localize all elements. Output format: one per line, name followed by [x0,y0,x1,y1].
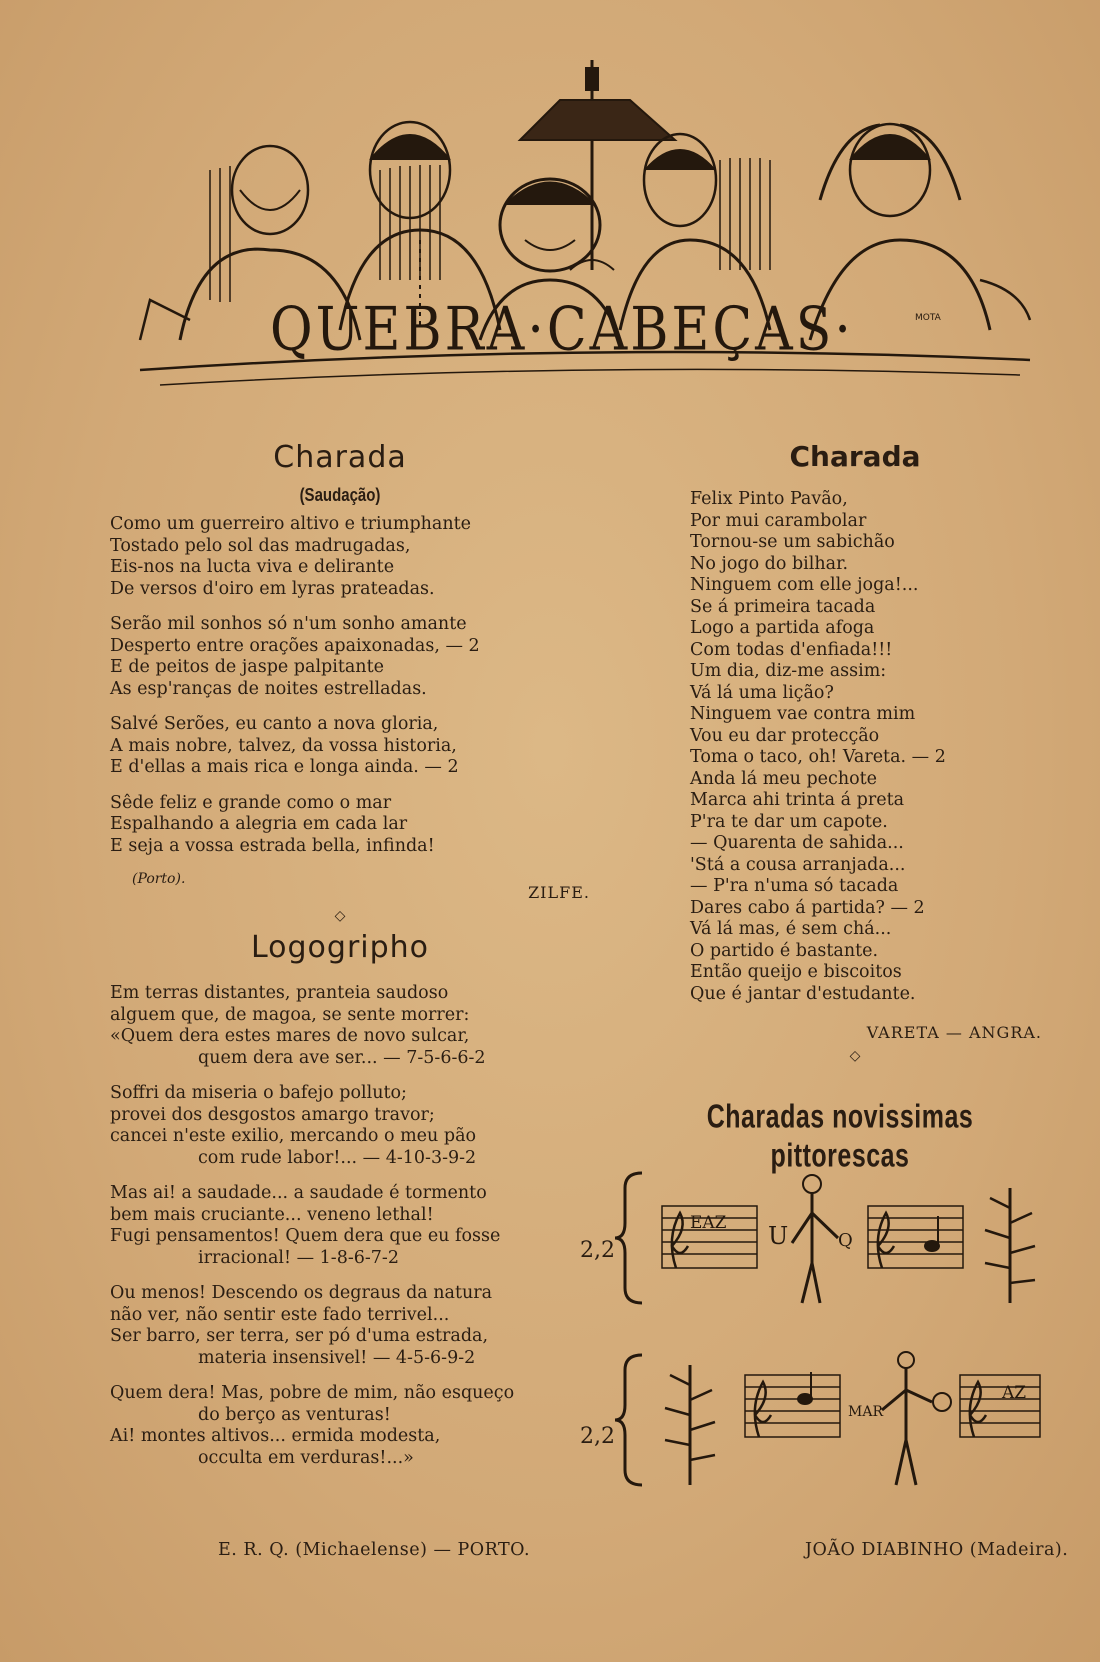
poem-line: E d'ellas a mais rica e longa ainda. — 2 [110,757,459,777]
charada2-title: Charada [789,440,921,473]
pittorescas-title: Charadas novissimas pittorescas [706,1097,974,1175]
charada-place: (Porto). [132,871,186,887]
logogripho-title: Logogripho [250,930,430,965]
poem-line: Então queijo e biscoitos [690,962,902,982]
charada-poem [110,514,570,857]
pittorescas-author: JOÃO DIABINHO (Madeira). [805,1540,1069,1560]
stanza [110,1283,570,1369]
poem-line: Anda lá meu pechote [690,768,878,789]
poem-line: Felix Pinto Pavão, [690,489,848,509]
rebus-1 [580,1168,1060,1308]
left-column [110,440,590,1483]
poem-line: Sêde feliz e grande como o mar [110,792,392,813]
poem-line: Toma o taco, oh! Vareta. — 2 [690,747,946,767]
charada2-author: VARETA — ANGRA. [866,1023,1042,1042]
poem-line: alguem que, de magoa, se sente morrer: [110,1004,470,1025]
poem-line: Ninguem com elle joga!... [690,575,919,595]
rebus-2-note-text: AZ [1002,1383,1027,1403]
stanza [110,614,570,700]
poem-line: «Quem dera estes mares de novo sulcar, [110,1026,470,1046]
charada-title: Charada [273,440,407,475]
poem-line: Por mui carambolar [690,510,867,531]
rebus-1-note-text: EAZ [690,1213,727,1233]
poem-line: Serão mil sonhos só n'um sonho amante [110,614,467,634]
poem-line: Vá lá uma lição? [690,682,834,703]
poem-line: com rude labor!... — 4-10-3-9-2 [198,1147,477,1168]
poem-line: Mas ai! a saudade... a saudade é tormento [110,1183,487,1203]
poem-line: Ninguem vae contra mim [690,704,916,724]
stanza [110,1183,570,1269]
stanza [110,1083,570,1169]
stanza [110,1383,570,1469]
rebus-2 [580,1350,1060,1490]
right-column [690,440,1050,1070]
artist-signature: MOTA [915,313,941,323]
poem-line: A mais nobre, talvez, da vossa historia, [110,735,457,756]
poem-line: provei dos desgostos amargo travor; [110,1104,435,1125]
poem-line: Vou eu dar protecção [690,725,880,746]
poem-line: Vá lá mas, é sem chá... [690,919,892,939]
poem-line: — Quarenta de sahida... [690,833,904,853]
poem-line: O partido é bastante. [690,940,879,961]
masthead-title: QUEBRA·CABEÇAS· [270,295,854,365]
poem-line: occulta em verduras!...» [198,1447,414,1468]
charada2-poem [690,489,1050,1005]
poem-line: No jogo do bilhar. [690,553,849,574]
poem-line: não ver, não sentir este fado terrivel... [110,1304,450,1325]
poem-line: 'Stá a cousa arranjada... [690,854,906,875]
separator-icon: ◇ [334,908,346,924]
charada-subtitle: (Saudação) [299,485,381,506]
poem-line: Tostado pelo sol das madrugadas, [110,535,411,556]
poem-line: Um dia, diz-me assim: [690,661,887,681]
poem-line: Como um guerreiro altivo e triumphante [110,514,472,534]
rebus-1-letter-q: Q [838,1230,853,1251]
poem-line: E de peitos de jaspe palpitante [110,657,384,677]
poem-line: Ser barro, ser terra, ser pó d'uma estrada, [110,1326,489,1346]
poem-line: — P'ra n'uma só tacada [690,876,899,896]
poem-line: irracional! — 1-8-6-7-2 [198,1247,399,1268]
poem-line: Eis-nos na lucta viva e delirante [110,557,395,577]
rebus-2-number: 2,2 [580,1424,615,1449]
poem-line: Logo a partida afoga [690,618,875,638]
separator-icon: ◇ [849,1048,861,1064]
poem-line: Desperto entre orações apaixonadas, — 2 [110,635,480,656]
rebus-1-number: 2,2 [580,1238,615,1263]
poem-line: De versos d'oiro em lyras prateadas. [110,578,435,599]
rebus-1-drawing [580,1168,1060,1308]
poem-line: P'ra te dar um capote. [690,811,888,832]
poem-line: Tornou-se um sabichão [690,532,895,552]
poem-line: Que é jantar d'estudante. [690,983,916,1004]
poem-line: materia insensivel! — 4-5-6-9-2 [198,1347,476,1368]
poem-line: Em terras distantes, pranteia saudoso [110,983,449,1003]
poem-line: do berço as venturas! [198,1404,391,1425]
poem-line: Com todas d'enfiada!!! [690,639,893,660]
stanza [110,983,570,1069]
poem-line: bem mais cruciante... veneno lethal! [110,1204,434,1225]
stanza [110,714,570,779]
poem-line: Marca ahi trinta á preta [690,790,905,810]
poem-line: Salvé Serões, eu canto a nova gloria, [110,714,439,734]
poem-line: Ou menos! Descendo os degraus da natura [110,1283,493,1303]
logogripho-poem [110,983,570,1469]
poem-line: Soffri da miseria o bafejo polluto; [110,1083,407,1103]
poem-line: E seja a vossa estrada bella, infinda! [110,835,435,856]
logogripho-author: E. R. Q. (Michaelense) — PORTO. [218,1540,531,1560]
poem-line: Ai! montes altivos... ermida modesta, [110,1426,441,1446]
charada-author: ZILFE. [528,883,590,902]
poem-line: As esp'ranças de noites estrelladas. [110,678,427,699]
poem-line: Dares cabo á partida? — 2 [690,897,925,918]
stanza [110,514,570,600]
stanza [110,793,570,858]
poem-line: Quem dera! Mas, pobre de mim, não esqueço [110,1383,515,1403]
poem-line: quem dera ave ser... — 7-5-6-6-2 [198,1047,486,1068]
rebus-2-drawing [580,1350,1060,1490]
poem-line: Se á primeira tacada [690,596,876,617]
poem-line: cancei n'este exilio, mercando o meu pão [110,1126,477,1146]
poem-line: Fugi pensamentos! Quem dera que eu fosse [110,1226,501,1246]
rebus-2-mar-text: MAR [848,1404,883,1420]
rebus-1-letter-u: U [768,1222,789,1250]
poem-line: Espalhando a alegria em cada lar [110,814,408,834]
header-illustration [120,40,1050,410]
